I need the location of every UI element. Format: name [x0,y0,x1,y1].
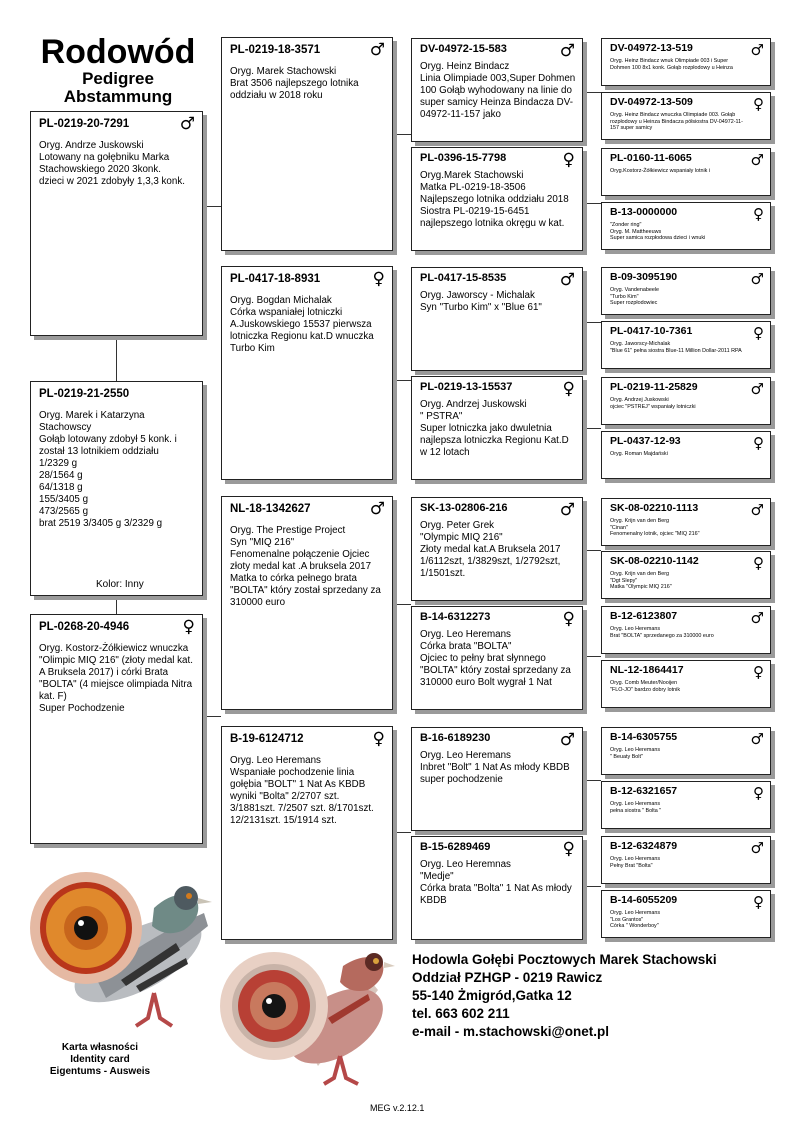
pedigree-box-mother-2 [221,726,393,940]
pigeon-photo-blue [26,868,216,1040]
pedigree-box-great-grandparent [601,267,771,315]
female-symbol-icon: ♀ [753,95,764,113]
ring-number: DV-04972-15-583 [420,43,507,55]
connector-line [116,596,117,614]
ring-number: PL-0437-12-93 [610,435,681,447]
pedigree-box-great-grandparent [601,498,771,546]
pedigree-box-grandparent [411,836,583,940]
pedigree-box-great-grandparent [601,890,771,938]
ring-number: NL-12-1864417 [610,664,684,676]
connector-line [393,604,411,605]
female-symbol-icon: ♀ [753,663,764,681]
ring-number: SK-08-02210-1142 [610,555,699,567]
box-description: Oryg. Krijn van den Berg "Dgt Slepy" Matka "Olympic MIQ 216" [610,571,672,591]
ring-number: B-19-6124712 [230,733,304,745]
ring-number: B-12-6324879 [610,840,678,852]
box-description: Oryg.Kostorz-Żółkiewicz wspaniały lotnik i [610,168,711,174]
breeder-address: 55-140 Żmigród,Gatka 12 [412,988,572,1003]
connector-line [393,134,411,135]
ring-number: PL-0268-20-4946 [39,621,130,633]
box-description: Oryg. Roman Majdański [610,451,668,457]
male-symbol-icon: ♂ [179,114,195,134]
pedigree-box-great-grandparent [601,781,771,829]
female-symbol-icon: ♀ [562,609,575,629]
box-description: Oryg. The Prestige Project Syn "MIQ 216" Fenomenalne połączenie Ojciec złoty medal kat .A bruksela 2017 Matka to córka pełnego brata "BOLTA" który został sprzedany za 310000 euro [230,525,381,608]
box-description: Oryg. Leo Heremans " Beuaty Bolt" [610,747,661,760]
female-symbol-icon: ♀ [753,893,764,911]
connector-line [116,336,117,381]
ring-number: B-13-0000000 [610,206,678,218]
ring-number: B-14-6312273 [420,611,491,623]
ring-number: SK-13-02806-216 [420,502,508,514]
box-description: Oryg. Andrzej Juskowski ojciec "PSTREJ" wspaniały lotniczki [610,397,696,410]
pedigree-box-great-grandparent [601,836,771,884]
identity-card-label [40,1042,160,1078]
connector-line [203,716,221,717]
male-symbol-icon: ♂ [369,40,385,60]
box-description: Oryg. Kostorz-Żółkiewicz wnuczka "Olimpic MIQ 216" (złoty medal kat. A Bruksela 2017) i córki Brata "BOLTA" (4 miejsce olimpiada Nitra kat. F) Super Pochodzenie [39,643,193,714]
female-symbol-icon: ♀ [753,784,764,802]
ring-number: B-14-6055209 [610,894,678,906]
title-rodowod: Rodowód [40,33,196,71]
connector-line [583,428,601,429]
ring-number: B-14-6305755 [610,731,678,743]
ring-number: PL-0219-20-7291 [39,118,130,130]
pedigree-box-great-grandparent [601,38,771,86]
female-symbol-icon: ♀ [753,205,764,223]
pigeon-photo-red [218,938,396,1088]
box-description: Oryg. Andrzej Juskowski " PSTRA" Super lotniczka jako dwuletnia najlepsza lotniczka Regionu Kat.D w 12 lotach [420,399,569,458]
connector-line [583,92,601,93]
color-label: Kolor: Inny [96,579,144,590]
box-description: Oryg. Leo Heremans Wspaniałe pochodzenie linia gołębia "BOLT" 1 Nat As KBDB wyniki "Bolta" 2/2707 szt. 3/1881szt. 7/2507 szt. 8/1701szt. 12/2131szt. 15/1914 szt. [230,755,374,826]
ring-number: PL-0396-15-7798 [420,152,507,164]
ring-number: PL-0219-18-3571 [230,44,321,56]
male-symbol-icon: ♂ [750,41,764,59]
box-description: Oryg. Leo Heremans pełna siostra " Bolta " [610,801,662,814]
pedigree-box-grandparent [411,147,583,251]
box-description: Oryg. Leo Heremans "Los Grantos" Córka " Wonderboy" [610,910,661,930]
box-description: Oryg. Heinz Bindacz wnuk Olimpiade 003 i Super Dohmen 100 8x1 konk. Gołąb rozpłodowy u Heinza [610,58,733,71]
box-description: Oryg. Leo Heremans Córka brata "BOLTA" Ojciec to pełny brat słynnego "BOLTA" który został sprzedany za 310000 euro Bolt wygrał 1 Nat [420,629,571,688]
pedigree-box-great-grandparent [601,148,771,196]
female-symbol-icon: ♀ [753,554,764,572]
ring-number: DV-04972-13-509 [610,96,693,108]
pedigree-box-subject [30,111,203,336]
pedigree-box-grandparent [411,727,583,831]
breeder-info [412,951,717,1041]
connector-line [203,206,221,207]
box-description: Oryg. Comb Meuter/Nooijen "FLO-JO" bardzo dobry lotnik [610,680,681,693]
male-symbol-icon: ♂ [750,730,764,748]
female-symbol-icon: ♀ [372,269,385,289]
male-symbol-icon: ♂ [559,270,575,290]
pedigree-box-grandparent [411,38,583,142]
female-symbol-icon: ♀ [372,729,385,749]
pedigree-box-great-grandparent [601,727,771,775]
title-pedigree: Pedigree [82,69,154,88]
pedigree-box-sibling [30,381,203,596]
male-symbol-icon: ♂ [559,41,575,61]
male-symbol-icon: ♂ [559,730,575,750]
ring-number: PL-0417-10-7361 [610,325,693,337]
female-symbol-icon: ♀ [562,379,575,399]
female-symbol-icon: ♀ [182,617,195,637]
pedigree-box-great-grandparent [601,431,771,479]
pedigree-box-grandparent [411,606,583,710]
male-symbol-icon: ♂ [750,380,764,398]
box-description: Oryg. Marek Stachowski Brat 3506 najlepszego lotnika oddziału w 2018 roku [230,66,359,101]
connector-line [393,380,411,381]
box-description: Oryg. Jaworscy-Michalak "Blue 61" pełna siostra Blue-11 Million Dollar-2011 RPA [610,341,742,354]
pedigree-box-grandparent [411,376,583,480]
version-footer: MEG v.2.12.1 [370,1103,425,1113]
pedigree-box-father [221,37,393,251]
title-abstammung: Abstammung [63,87,173,106]
breeder-email: e-mail - m.stachowski@onet.pl [412,1024,609,1039]
box-description: Oryg. Andrze Juskowski Lotowany na gołębniku Marka Stachowskiego 2020 3konk. dzieci w 2021 zdobyły 1,3,3 konk. [39,140,185,187]
connector-line [583,886,601,887]
ring-number: PL-0219-13-15537 [420,381,513,393]
pedigree-box-great-grandparent [601,92,771,140]
male-symbol-icon: ♂ [559,500,575,520]
connector-line [583,322,601,323]
box-description: Oryg.Marek Stachowski Matka PL-0219-18-3506 Najlepszego lotnika oddziału 2018 Siostra PL-0219-15-6451 najlepszego lotnika okręgu w kat. [420,170,569,229]
box-description: Oryg. Leo Heremans Pełny Brat "Bolta" [610,856,661,869]
box-description: Oryg. Peter Grek "Olympic MIQ 216" Złoty medal kat.A Bruksela 2017 1/6112szt, 1/3829szt, 1/2792szt, 1/1501szt. [420,520,561,579]
breeder-phone: tel. 663 602 211 [412,1006,510,1021]
connector-line [583,550,601,551]
box-description: Oryg. Heinz Bindacz Linia Olimpiade 003,Super Dohmen 100 Gołąb wyhodowany na linie do super samicy Heinza Bindacza DV-04972-11-157 jako [420,61,576,120]
ring-number: PL-0219-11-25829 [610,381,698,393]
box-description: Oryg. Bogdan Michalak Córka wspaniałej lotniczki A.Juskowskiego 15537 pierwsza lotniczka Regionu kat.D wnuczka Turbo Kim [230,295,374,354]
male-symbol-icon: ♂ [750,151,764,169]
pedigree-box-grandparent [411,497,583,601]
connector-line [583,656,601,657]
pedigree-box-mother [221,266,393,480]
ring-number: DV-04972-13-519 [610,42,693,54]
connector-line [393,832,411,833]
idcard-polish: Karta własności [61,1042,139,1053]
box-description: Oryg. Jaworscy - Michalak Syn "Turbo Kim" x "Blue 61" [420,290,542,313]
box-description: Oryg. Heinz Bindacz wnuczka Olimpiade 003. Gołąb rozpłodowy u Heinza Bindacza półsiostra DV-04972-11-157 super samicy [610,112,743,132]
breeder-branch: Oddział PZHGP - 0219 Rawicz [412,970,603,985]
ring-number: B-12-6123807 [610,610,678,622]
pedigree-box-great-grandparent [601,551,771,599]
ring-number: PL-0417-18-8931 [230,273,321,285]
idcard-english: Identity card [70,1054,130,1065]
ring-number: PL-0417-15-8535 [420,272,507,284]
ring-number: SK-08-02210-1113 [610,502,699,514]
ring-number: B-12-6321657 [610,785,678,797]
ring-number: PL-0219-21-2550 [39,388,130,400]
box-description: Oryg. Leo Heremans Inbret "Bolt" 1 Nat As młody KBDB super pochodzenie [420,750,570,785]
male-symbol-icon: ♂ [750,839,764,857]
female-symbol-icon: ♀ [753,434,764,452]
pedigree-box-great-grandparent [601,606,771,654]
idcard-german: Eigentums - Ausweis [49,1066,151,1077]
male-symbol-icon: ♂ [750,270,764,288]
pedigree-box-grandparent [411,267,583,371]
ring-number: B-16-6189230 [420,732,491,744]
pedigree-box-father-2 [221,496,393,710]
connector-line [583,780,601,781]
ring-number: NL-18-1342627 [230,503,311,515]
male-symbol-icon: ♂ [750,501,764,519]
ring-number: B-15-6289469 [420,841,491,853]
box-description: Oryg. Krijn van den Berg "Cinan" Fenomenalny lotnik, ojciec "MIQ 216" [610,518,700,538]
male-symbol-icon: ♂ [750,609,764,627]
pedigree-box-subject-2 [30,614,203,844]
ring-number: PL-0160-11-6065 [610,152,692,164]
male-symbol-icon: ♂ [369,499,385,519]
pedigree-box-great-grandparent [601,202,771,250]
pedigree-title [18,34,218,106]
box-description: Oryg. Leo Heremans Brat "BOLTA" sprzedanego za 310000 euro [610,626,714,639]
female-symbol-icon: ♀ [562,150,575,170]
box-description: Oryg. Vandenabeele "Turbo Kim" Super rozpłodowiec [610,287,660,307]
breeder-name: Hodowla Gołębi Pocztowych Marek Stachowski [412,952,717,967]
female-symbol-icon: ♀ [753,324,764,342]
ring-number: B-09-3095190 [610,271,678,283]
female-symbol-icon: ♀ [562,839,575,859]
box-description: Oryg. Leo Heremnas "Medje" Córka brata "Bolta" 1 Nat As młody KBDB [420,859,572,906]
box-description: "Zonder ring" Oryg. M. Mattheeuws Super samica rozpłodowa dzieci i wnuki [610,222,706,242]
box-description: Oryg. Marek i Katarzyna Stachowscy Gołąb lotowany zdobył 5 konk. i został 13 lotnikiem oddziału 1/2329 g 28/1564 g 64/1318 g 155/3405 g 473/2565 g brat 2519 3/3405 g 3/2329 g [39,410,177,529]
pedigree-box-great-grandparent [601,377,771,425]
pedigree-box-great-grandparent [601,660,771,708]
pedigree-box-great-grandparent [601,321,771,369]
connector-line [583,203,601,204]
